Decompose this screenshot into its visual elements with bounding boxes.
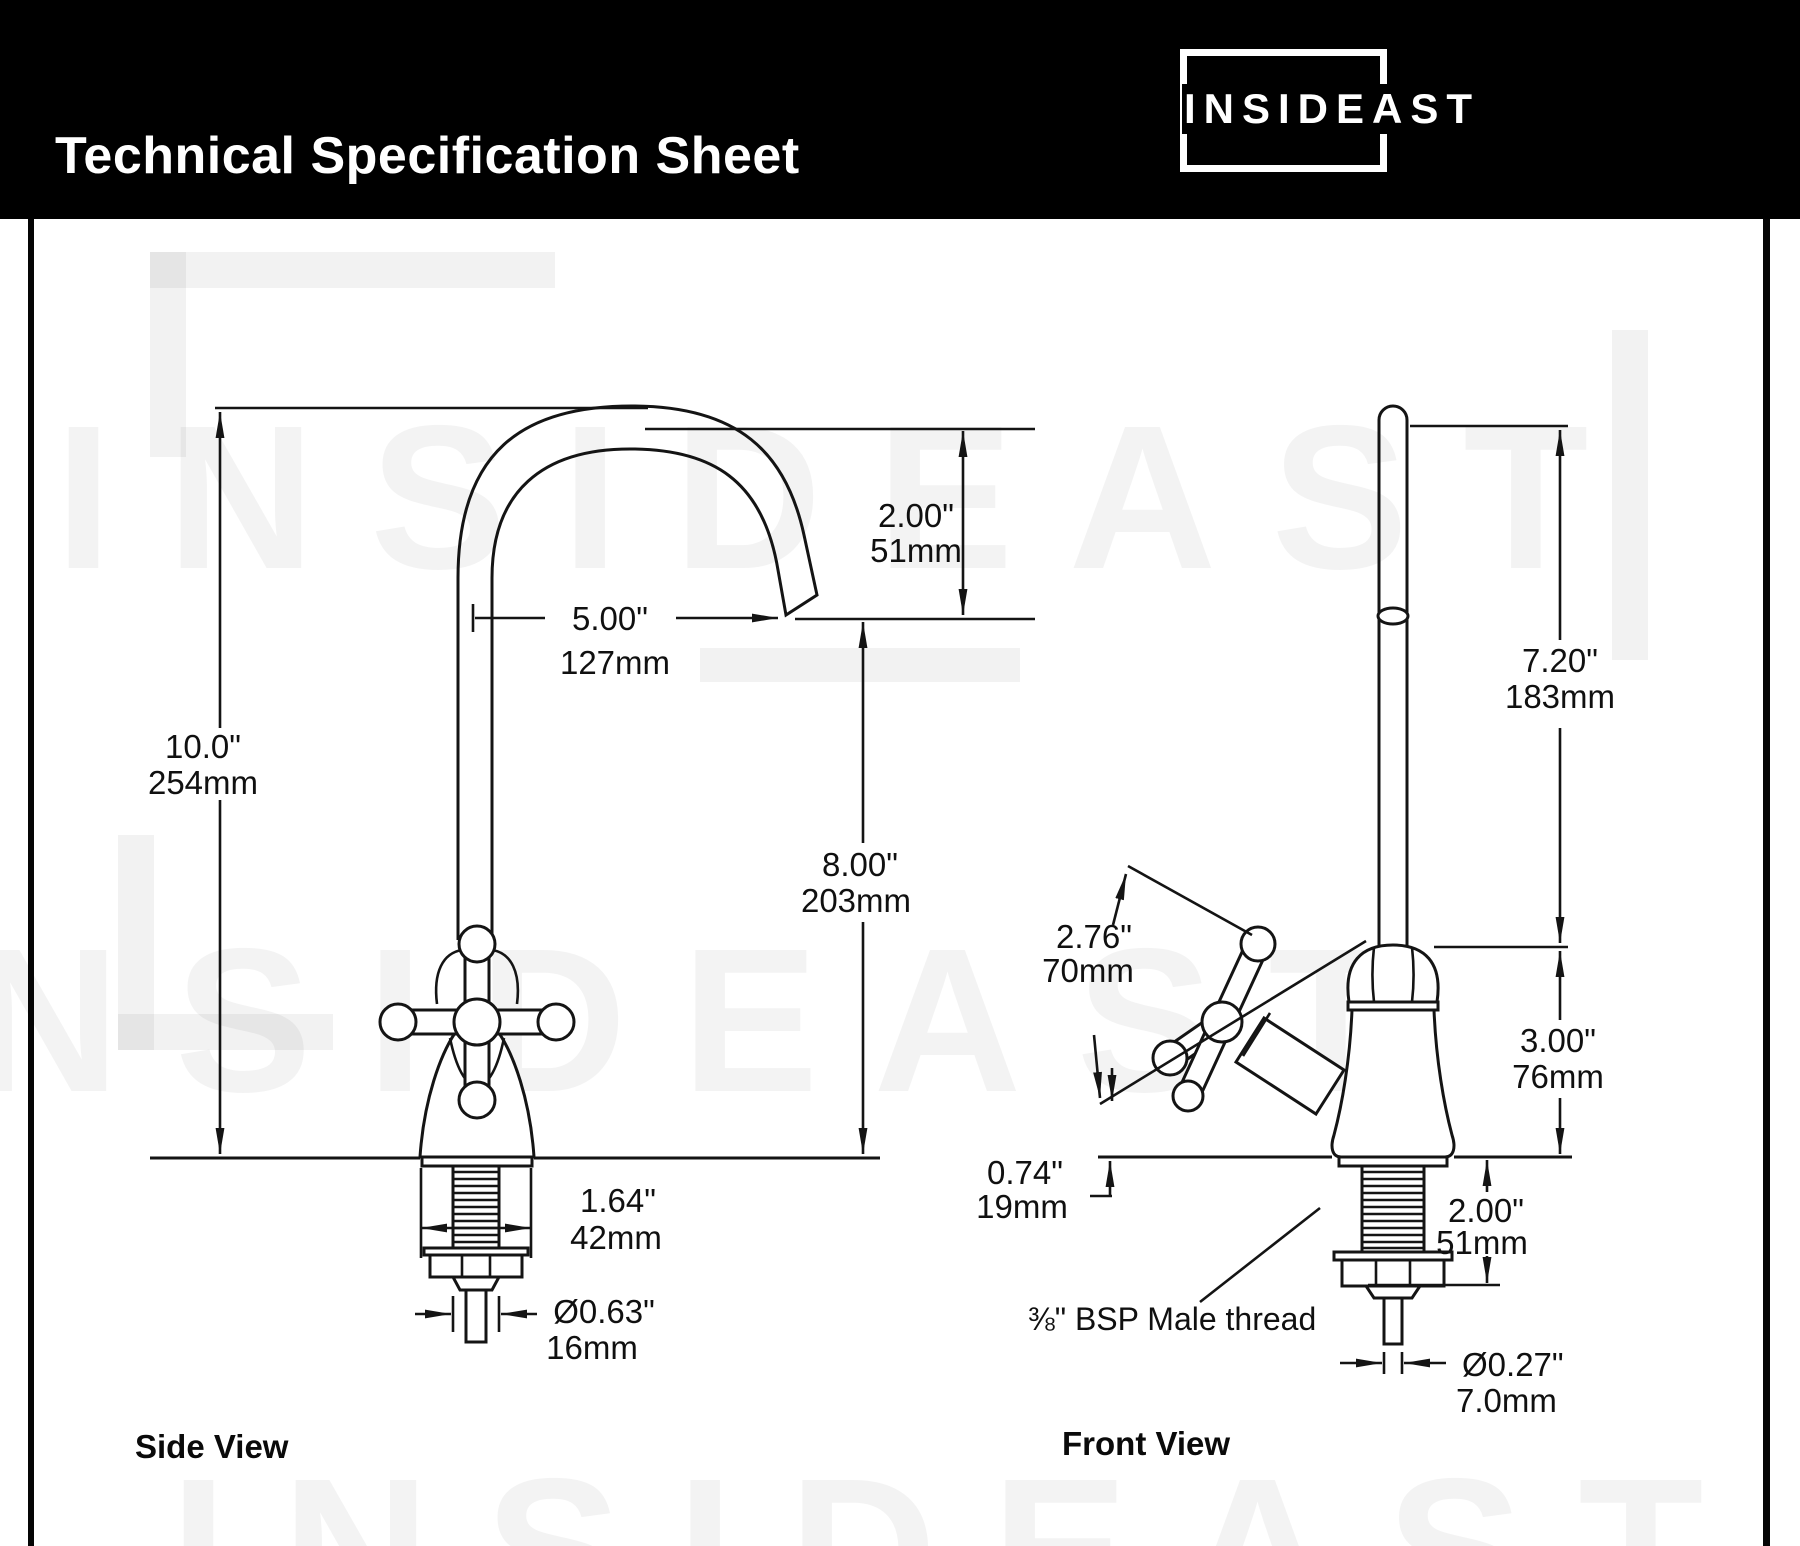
dim-spout-reach bbox=[473, 600, 778, 681]
dim-handle-clearance-in: 0.74" bbox=[987, 1154, 1063, 1191]
dim-spout-drop-mm: 51mm bbox=[870, 532, 962, 569]
dim-outlet-tube-diameter-mm: 7.0mm bbox=[1456, 1382, 1557, 1419]
front-bell-cap bbox=[1348, 945, 1438, 1002]
page-title: Technical Specification Sheet bbox=[55, 127, 800, 185]
dim-handle-clearance bbox=[976, 1068, 1112, 1225]
dim-inlet-diameter-in: Ø0.63" bbox=[553, 1293, 655, 1330]
dim-body-height-in: 3.00" bbox=[1520, 1022, 1596, 1059]
dim-inlet-diameter bbox=[415, 1293, 655, 1366]
dim-handle-width-in: 2.76" bbox=[1056, 918, 1132, 955]
dim-spout-height-in: 7.20" bbox=[1522, 642, 1598, 679]
dim-spout-drop bbox=[645, 429, 1035, 615]
front-cross-handle bbox=[1153, 927, 1275, 1111]
dim-overall-height-mm: 254mm bbox=[147, 764, 259, 801]
front-shank bbox=[1334, 1157, 1452, 1344]
dim-outlet-height-mm: 203mm bbox=[800, 882, 912, 919]
dim-outlet-height-in: 8.00" bbox=[822, 846, 898, 883]
brand-logo-text: INSIDEAST bbox=[1182, 84, 1488, 134]
front-riser-pipe bbox=[1379, 406, 1407, 948]
side-bonnet-right bbox=[492, 950, 518, 1004]
side-view-drawing bbox=[135, 406, 1035, 1465]
dim-shank-length-in: 2.00" bbox=[1448, 1192, 1524, 1229]
front-body bbox=[1332, 1010, 1454, 1157]
dim-spout-reach-mm: 127mm bbox=[559, 644, 671, 681]
thread-note-text: ⅜" BSP Male thread bbox=[1028, 1301, 1317, 1337]
dim-overall-height-in: 10.0" bbox=[165, 728, 241, 765]
thread-note bbox=[1028, 1208, 1320, 1337]
side-view-label: Side View bbox=[135, 1428, 289, 1465]
dim-inlet-diameter-mm: 16mm bbox=[546, 1329, 638, 1366]
front-view-label: Front View bbox=[1062, 1425, 1231, 1462]
front-view-drawing bbox=[976, 406, 1615, 1462]
side-cross-handle bbox=[380, 926, 574, 1118]
dim-spout-height-mm: 183mm bbox=[1504, 678, 1616, 715]
dim-outlet-tube-diameter-in: Ø0.27" bbox=[1462, 1346, 1564, 1383]
dim-spout-height bbox=[1410, 426, 1615, 943]
dim-shank-length-mm: 51mm bbox=[1436, 1224, 1528, 1261]
dim-body-height-mm: 76mm bbox=[1512, 1058, 1604, 1095]
front-bonnet-stem bbox=[1236, 1018, 1344, 1114]
dim-body-height bbox=[1434, 947, 1604, 1154]
dim-handle-width-mm: 70mm bbox=[1042, 952, 1134, 989]
side-bonnet-left bbox=[436, 950, 462, 1004]
front-pipe-joint bbox=[1378, 608, 1408, 624]
dim-handle-clearance-mm: 19mm bbox=[976, 1188, 1068, 1225]
dim-flange-width-in: 1.64" bbox=[580, 1182, 656, 1219]
dim-outlet-height bbox=[795, 619, 1035, 1154]
dim-spout-drop-in: 2.00" bbox=[878, 497, 954, 534]
dim-overall-height bbox=[148, 408, 648, 1154]
dim-outlet-tube-diameter bbox=[1340, 1346, 1564, 1419]
dim-spout-reach-in: 5.00" bbox=[572, 600, 648, 637]
dim-flange-width-mm: 42mm bbox=[570, 1219, 662, 1256]
